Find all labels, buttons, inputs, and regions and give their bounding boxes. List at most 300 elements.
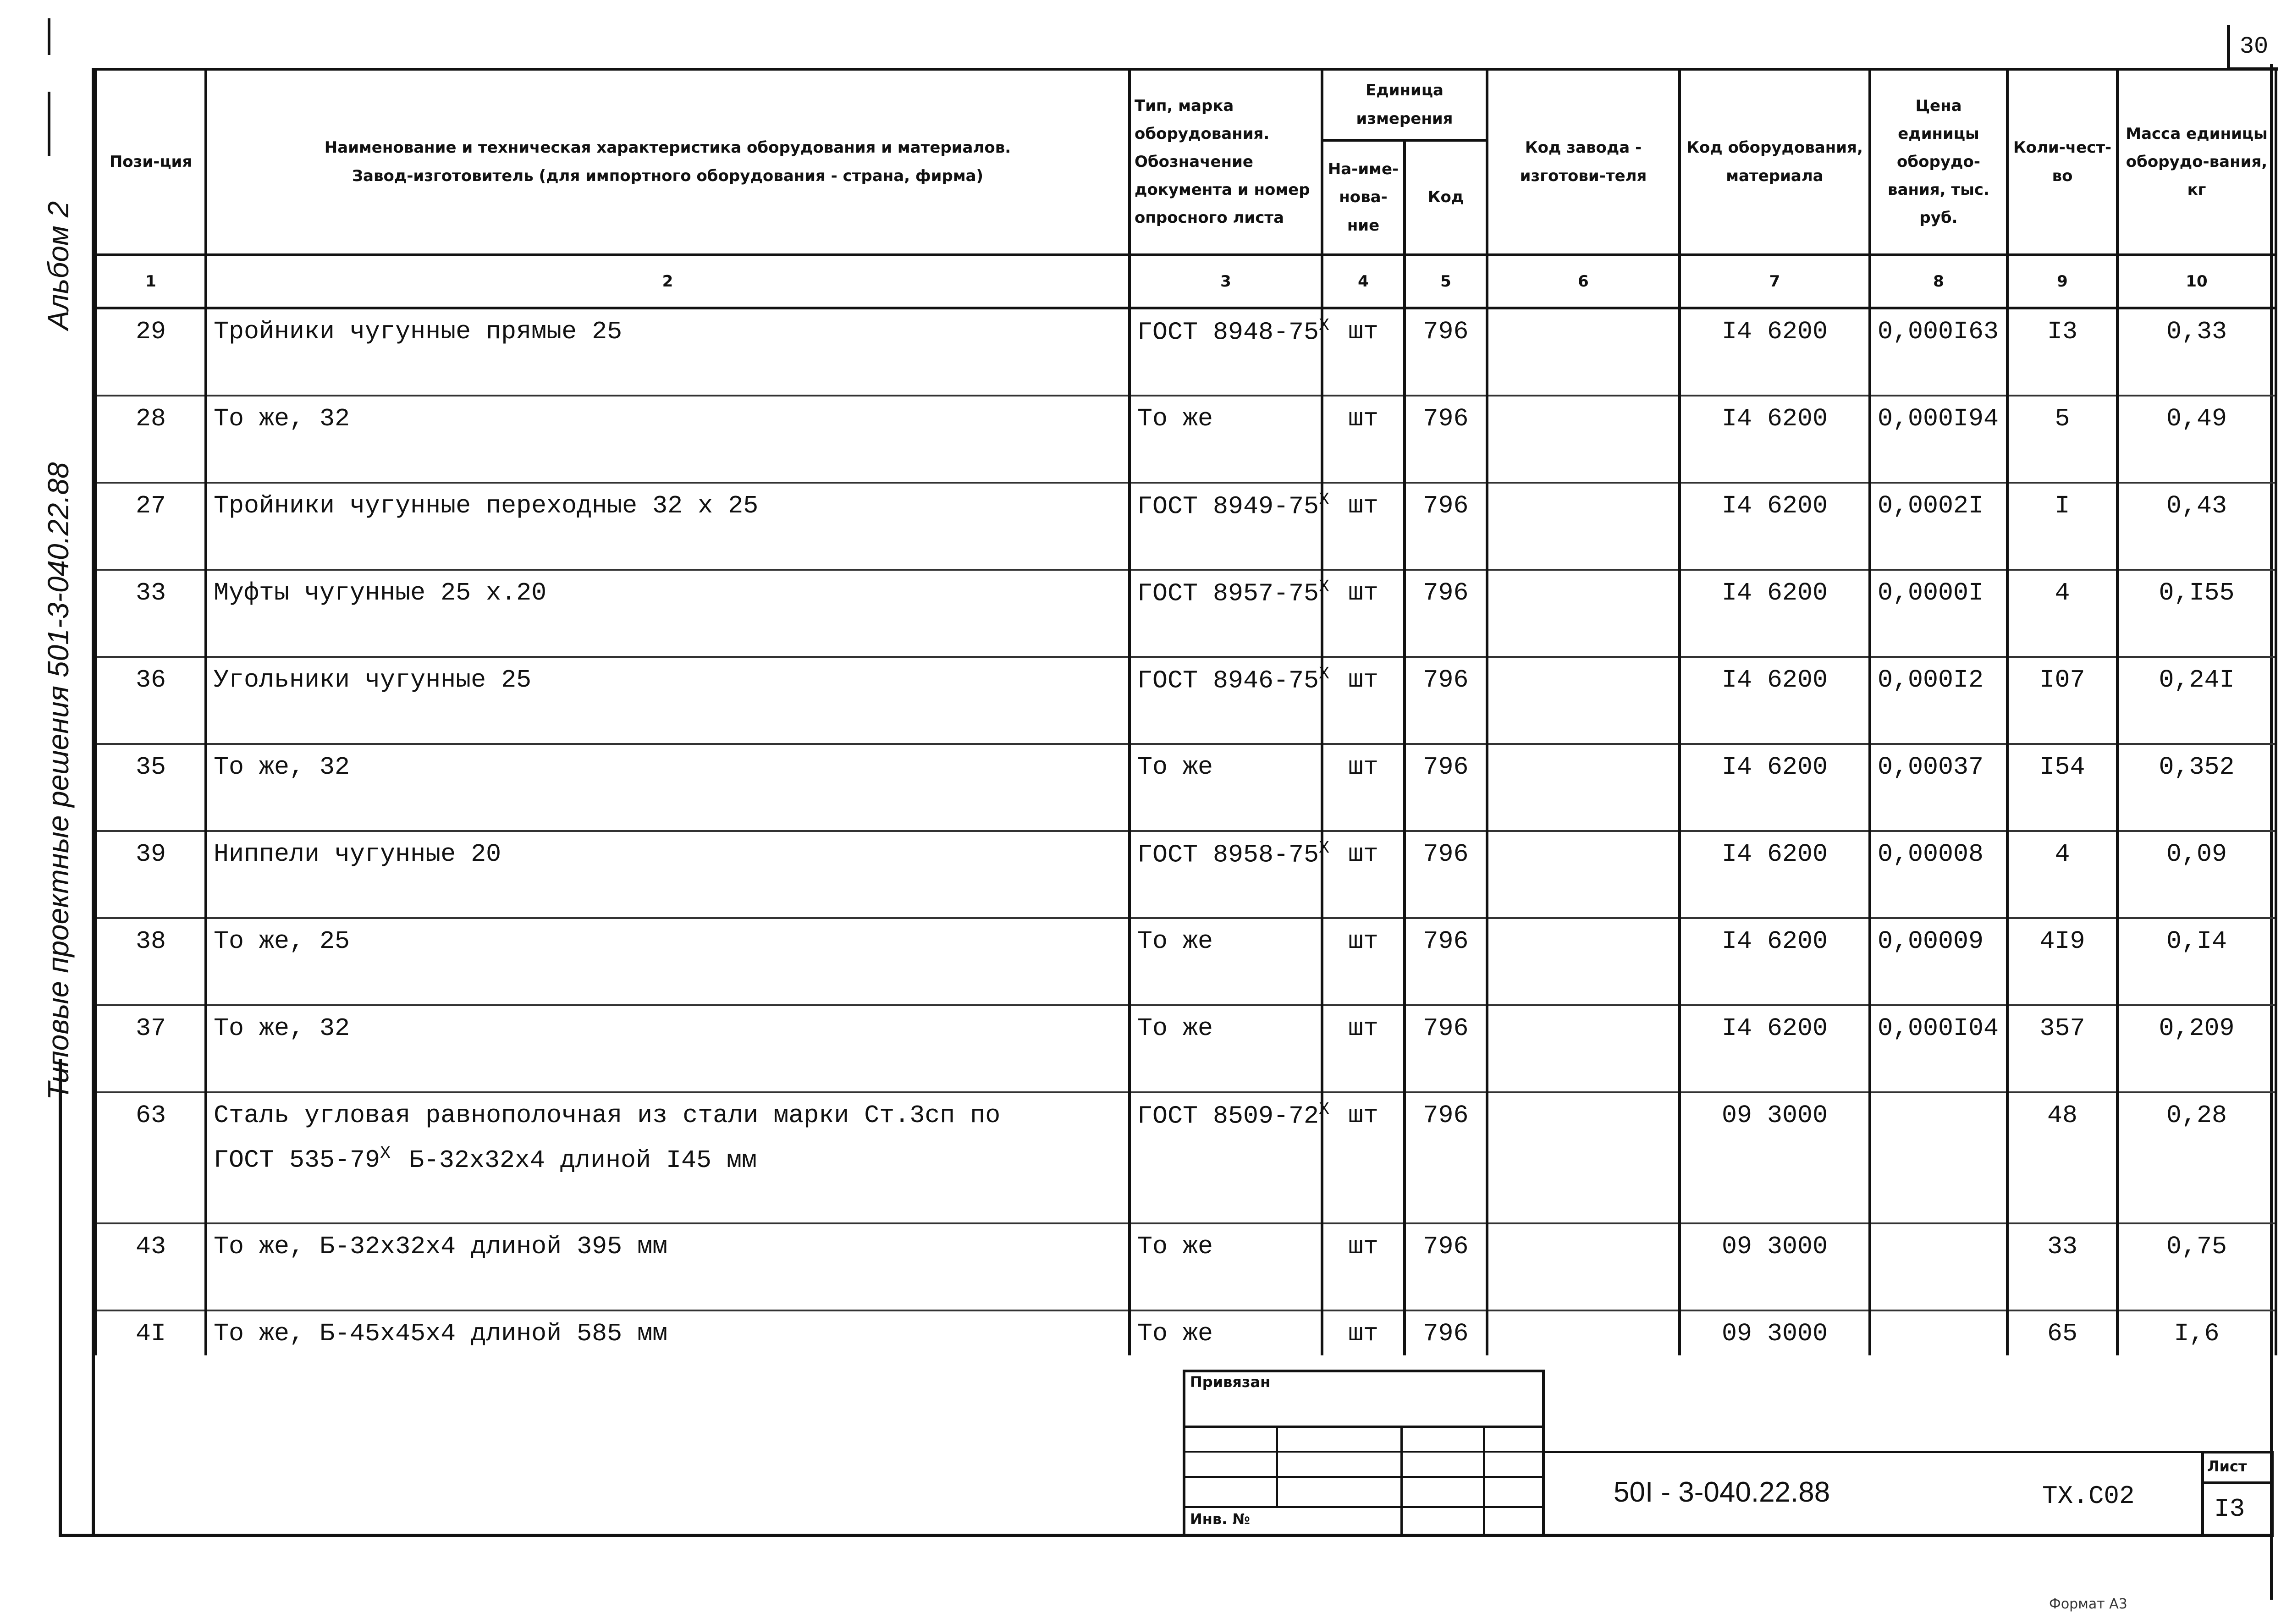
col-number: 8 xyxy=(1870,255,2007,308)
footer-format: Формат А3 xyxy=(2049,1596,2127,1612)
table-row xyxy=(96,657,2276,702)
cell-name-text: То же, 32 xyxy=(214,1013,350,1043)
cell-ucode-text: 796 xyxy=(1423,926,1469,956)
cell-pos-text: 43 xyxy=(135,1232,166,1261)
cell-doc-text: То же xyxy=(1137,752,1213,782)
stamp-line-v2 xyxy=(1400,1426,1403,1537)
cell-code xyxy=(1680,1223,1870,1268)
cell-qty xyxy=(2007,1005,2117,1050)
cell-unit xyxy=(1322,1223,1405,1268)
table-spacer-row xyxy=(96,440,2276,483)
cell-pos xyxy=(96,1092,206,1137)
cell-empty xyxy=(96,963,206,1005)
cell-empty xyxy=(1405,702,1487,744)
cell-pos-text: 63 xyxy=(135,1101,166,1130)
cell-empty xyxy=(1129,876,1322,918)
cell-code xyxy=(1680,308,1870,353)
cell-factory xyxy=(1487,1092,1680,1137)
cell-mass xyxy=(2117,396,2276,440)
document-number: 50I - 3-040.22.88 xyxy=(1614,1476,1830,1508)
cell-empty xyxy=(2117,702,2276,744)
cell-factory xyxy=(1487,1137,1680,1181)
header-pos: Пози-ция xyxy=(96,69,206,255)
cell-ucode xyxy=(1405,831,1487,876)
cell-empty xyxy=(1680,440,1870,483)
cell-mass xyxy=(2117,657,2276,702)
cell-empty xyxy=(1129,1181,1322,1223)
cell-empty xyxy=(1129,528,1322,570)
table-row xyxy=(96,1092,2276,1137)
cell-empty xyxy=(1405,1050,1487,1092)
stamp-line-v1 xyxy=(1276,1426,1278,1506)
cell-empty xyxy=(206,702,1129,744)
cell-doc xyxy=(1129,1092,1329,1137)
cell-unit xyxy=(1322,483,1405,528)
cell-empty xyxy=(1680,353,1870,396)
cell-pos xyxy=(96,1223,206,1268)
cell-name-text: Тройники чугунные прямые 25 xyxy=(214,317,623,346)
cell-name xyxy=(206,1310,1129,1355)
cell-doc-text: ГОСТ 8509-72 xyxy=(1137,1101,1319,1131)
cell-doc-text: То же xyxy=(1137,404,1213,433)
cell-qty-text: 357 xyxy=(2039,1013,2085,1043)
cell-ucode-text: 796 xyxy=(1423,665,1469,694)
cell-empty xyxy=(1487,1181,1680,1223)
stamp-line-h2 xyxy=(1183,1451,1545,1453)
cell-qty-text: 4 xyxy=(2055,578,2070,607)
cell-empty xyxy=(2007,615,2117,657)
cell-qty xyxy=(2007,657,2117,702)
cell-doc xyxy=(1129,1137,1322,1181)
cell-price-text: 0,000I2 xyxy=(1878,665,1984,694)
cell-doc-superscript: X xyxy=(1319,577,1329,597)
cell-pos xyxy=(96,831,206,876)
cell-ucode-text: 796 xyxy=(1423,1232,1469,1261)
cell-name-cont-superscript: X xyxy=(380,1144,391,1164)
cell-factory xyxy=(1487,570,1680,615)
cell-doc xyxy=(1129,570,1329,615)
cell-ucode xyxy=(1405,483,1487,528)
cell-name xyxy=(206,1092,1129,1137)
cell-unit-text: шт xyxy=(1348,1232,1378,1261)
cell-qty-text: 33 xyxy=(2047,1232,2077,1261)
cell-name xyxy=(206,1223,1129,1268)
cell-name xyxy=(206,570,1129,615)
cell-empty xyxy=(96,528,206,570)
cell-pos xyxy=(96,570,206,615)
cell-price xyxy=(1870,918,2007,963)
table-row xyxy=(96,308,2276,353)
cell-code-text: I4 6200 xyxy=(1721,317,1828,346)
cell-code xyxy=(1680,1310,1870,1355)
cell-empty xyxy=(96,353,206,396)
header-qty: Коли-чест-во xyxy=(2007,69,2117,255)
cell-unit xyxy=(1322,1137,1405,1181)
table-row xyxy=(96,1005,2276,1050)
cell-doc xyxy=(1129,396,1322,440)
sheet-number-top: 30 xyxy=(2227,25,2278,71)
cell-empty xyxy=(96,702,206,744)
cell-empty xyxy=(1870,1050,2007,1092)
cell-ucode xyxy=(1405,918,1487,963)
cell-code-text: 09 3000 xyxy=(1721,1319,1828,1348)
cell-qty-text: 48 xyxy=(2047,1101,2077,1130)
cell-empty xyxy=(206,1268,1129,1310)
side-margin-title: Типовые проектные решения 501-3-040.22.88 xyxy=(42,462,75,1100)
cell-mass xyxy=(2117,1310,2276,1355)
table-spacer-row xyxy=(96,353,2276,396)
cell-doc-text: ГОСТ 8958-75 xyxy=(1137,840,1319,870)
cell-factory xyxy=(1487,657,1680,702)
sheet-box-divider xyxy=(2201,1481,2274,1484)
cell-mass xyxy=(2117,831,2276,876)
cell-empty xyxy=(96,1181,206,1223)
cell-empty xyxy=(1487,702,1680,744)
col-number: 3 xyxy=(1129,255,1322,308)
cell-pos-text: 4I xyxy=(135,1319,166,1348)
cell-ucode xyxy=(1405,570,1487,615)
cell-unit-text: шт xyxy=(1348,752,1378,782)
cell-empty xyxy=(206,615,1129,657)
cell-factory xyxy=(1487,1310,1680,1355)
cell-code-text: 09 3000 xyxy=(1721,1101,1828,1130)
cell-name-text: Ниппели чугунные 20 xyxy=(214,839,501,869)
cell-ucode xyxy=(1405,1092,1487,1137)
cell-pos xyxy=(96,1310,206,1355)
cell-doc-text: То же xyxy=(1137,1232,1213,1261)
cell-code-text: I4 6200 xyxy=(1721,491,1828,520)
cell-price xyxy=(1870,1223,2007,1268)
cell-empty xyxy=(1322,1181,1405,1223)
cell-empty xyxy=(2007,528,2117,570)
cell-unit xyxy=(1322,308,1405,353)
cell-name xyxy=(206,1005,1129,1050)
cell-doc xyxy=(1129,1310,1322,1355)
stamp-bound-label: Привязан xyxy=(1190,1373,1271,1391)
cell-code-text: I4 6200 xyxy=(1721,404,1828,433)
cell-name xyxy=(206,744,1129,789)
cell-empty xyxy=(1487,1268,1680,1310)
cell-factory xyxy=(1487,1223,1680,1268)
cell-code-text: I4 6200 xyxy=(1721,665,1828,694)
cell-factory xyxy=(1487,918,1680,963)
cell-price-text: 0,0002I xyxy=(1878,491,1984,520)
cell-ucode-text: 796 xyxy=(1423,491,1469,520)
cell-doc xyxy=(1129,308,1329,353)
cell-mass-text: 0,43 xyxy=(2166,491,2227,520)
header-unit-name: На-име-нова-ние xyxy=(1322,140,1405,255)
cell-qty-text: 65 xyxy=(2047,1319,2077,1348)
cell-unit xyxy=(1322,918,1405,963)
cell-code-text: I4 6200 xyxy=(1721,752,1828,782)
cell-unit-text: шт xyxy=(1348,839,1378,869)
table-spacer-row xyxy=(96,702,2276,744)
cell-price-text: 0,0000I xyxy=(1878,578,1984,607)
sheet-label: Лист xyxy=(2207,1458,2247,1475)
cell-name xyxy=(206,396,1129,440)
table-row xyxy=(96,570,2276,615)
stamp-inv-label: Инв. № xyxy=(1190,1510,1250,1528)
cell-pos xyxy=(96,918,206,963)
stamp-line-h4 xyxy=(1183,1506,1545,1508)
cell-price xyxy=(1870,570,2007,615)
cell-price-text: 0,000I94 xyxy=(1878,404,1999,433)
cell-qty-text: 4I9 xyxy=(2039,926,2085,956)
cell-empty xyxy=(2007,440,2117,483)
table-spacer-row xyxy=(96,615,2276,657)
cell-ucode xyxy=(1405,396,1487,440)
cell-doc xyxy=(1129,1005,1322,1050)
cell-name xyxy=(206,657,1129,702)
cell-empty xyxy=(1487,1050,1680,1092)
cell-empty xyxy=(96,1050,206,1092)
header-mass: Масса единицы оборудо-вания, кг xyxy=(2117,69,2276,255)
cell-name-text: Сталь угловая равнополочная из стали марки Ст.3сп по xyxy=(214,1101,1001,1130)
col-number: 2 xyxy=(206,255,1129,308)
cell-mass xyxy=(2117,570,2276,615)
cell-code-text: I4 6200 xyxy=(1721,926,1828,956)
cell-price xyxy=(1870,308,2007,353)
cell-empty xyxy=(1322,528,1405,570)
cell-empty xyxy=(1870,702,2007,744)
cell-empty xyxy=(1405,528,1487,570)
cell-mass xyxy=(2117,1005,2276,1050)
cell-empty xyxy=(1129,963,1322,1005)
table-spacer-row xyxy=(96,963,2276,1005)
cell-qty xyxy=(2007,308,2117,353)
cell-ucode xyxy=(1405,1223,1487,1268)
cell-unit xyxy=(1322,831,1405,876)
table-row-continuation xyxy=(96,1137,2276,1181)
cell-mass-text: 0,209 xyxy=(2159,1013,2235,1043)
cell-empty xyxy=(1680,963,1870,1005)
cell-unit-text: шт xyxy=(1348,491,1378,520)
cell-empty xyxy=(1405,876,1487,918)
cell-name xyxy=(206,483,1129,528)
cell-name xyxy=(206,831,1129,876)
cell-code xyxy=(1680,483,1870,528)
cell-empty xyxy=(1870,1181,2007,1223)
cell-code xyxy=(1680,744,1870,789)
cell-empty xyxy=(1870,1268,2007,1310)
cell-unit-text: шт xyxy=(1348,1101,1378,1130)
cell-pos xyxy=(96,483,206,528)
col-number: 1 xyxy=(96,255,206,308)
col-number: 5 xyxy=(1405,255,1487,308)
table-row xyxy=(96,1223,2276,1268)
cell-mass-text: 0,75 xyxy=(2166,1232,2227,1261)
cell-pos xyxy=(96,657,206,702)
col-number: 6 xyxy=(1487,255,1680,308)
cell-doc-text: ГОСТ 8949-75 xyxy=(1137,492,1319,521)
cell-name-text: То же, 25 xyxy=(214,926,350,956)
cell-code-text: I4 6200 xyxy=(1721,1013,1828,1043)
cell-price xyxy=(1870,396,2007,440)
cell-ucode-text: 796 xyxy=(1423,752,1469,782)
cell-qty-text: I07 xyxy=(2039,665,2085,694)
cell-ucode xyxy=(1405,1137,1487,1181)
cell-pos-text: 29 xyxy=(135,317,166,346)
cell-price-text: 0,00008 xyxy=(1878,839,1984,869)
col-number: 7 xyxy=(1680,255,1870,308)
cell-doc-text: ГОСТ 8948-75 xyxy=(1137,318,1319,347)
cell-unit xyxy=(1322,1005,1405,1050)
cell-doc-superscript: X xyxy=(1319,664,1329,684)
cell-doc xyxy=(1129,483,1329,528)
cell-mass-text: 0,49 xyxy=(2166,404,2227,433)
stamp-line-h3 xyxy=(1183,1476,1545,1478)
cell-mass-text: 0,I4 xyxy=(2166,926,2227,956)
cell-empty xyxy=(2007,876,2117,918)
cell-mass xyxy=(2117,1223,2276,1268)
cell-empty xyxy=(1680,876,1870,918)
cell-factory xyxy=(1487,1005,1680,1050)
cell-mass xyxy=(2117,744,2276,789)
cell-factory xyxy=(1487,831,1680,876)
cell-empty xyxy=(1129,615,1322,657)
cell-empty xyxy=(2117,1268,2276,1310)
cell-qty-text: 5 xyxy=(2055,404,2070,433)
cell-price xyxy=(1870,1137,2007,1181)
cell-empty xyxy=(2117,963,2276,1005)
cell-pos xyxy=(96,396,206,440)
cell-qty xyxy=(2007,483,2117,528)
cell-qty-text: I3 xyxy=(2047,317,2077,346)
cell-empty xyxy=(1487,789,1680,831)
cell-ucode-text: 796 xyxy=(1423,1101,1469,1130)
cell-empty xyxy=(1129,440,1322,483)
header-row-1 xyxy=(96,69,2276,140)
cell-mass-text: 0,33 xyxy=(2166,317,2227,346)
cell-empty xyxy=(1870,963,2007,1005)
left-edge-line-mid xyxy=(48,92,50,156)
cell-empty xyxy=(206,963,1129,1005)
cell-code-text: I4 6200 xyxy=(1721,839,1828,869)
cell-qty-text: I xyxy=(2055,491,2070,520)
document-code: ТХ.С02 xyxy=(2042,1481,2135,1511)
cell-empty xyxy=(1680,789,1870,831)
cell-empty xyxy=(1322,963,1405,1005)
cell-factory xyxy=(1487,396,1680,440)
cell-price xyxy=(1870,1005,2007,1050)
cell-mass xyxy=(2117,918,2276,963)
cell-doc xyxy=(1129,744,1322,789)
cell-price xyxy=(1870,831,2007,876)
title-block-top-line xyxy=(1545,1451,2274,1453)
cell-empty xyxy=(1322,876,1405,918)
cell-empty xyxy=(2007,1050,2117,1092)
cell-name xyxy=(206,918,1129,963)
cell-empty xyxy=(1322,702,1405,744)
table-spacer-row xyxy=(96,876,2276,918)
cell-ucode xyxy=(1405,744,1487,789)
cell-pos-text: 38 xyxy=(135,926,166,956)
cell-name-text: То же, Б-45х45х4 длиной 585 мм xyxy=(214,1319,668,1348)
cell-unit-text: шт xyxy=(1348,404,1378,433)
cell-unit-text: шт xyxy=(1348,578,1378,607)
cell-unit xyxy=(1322,657,1405,702)
cell-empty xyxy=(1870,876,2007,918)
cell-unit xyxy=(1322,570,1405,615)
cell-name-cont-text: ГОСТ 535-79 xyxy=(214,1145,380,1175)
table-row xyxy=(96,1310,2276,1355)
header-name-line2: Завод-изготовитель (для импортного оборудования - страна, фирма) xyxy=(352,166,984,185)
table-row xyxy=(96,744,2276,789)
cell-pos xyxy=(96,1005,206,1050)
specification-table xyxy=(94,68,2277,1355)
header-name-line1: Наименование и техническая характеристика оборудования и материалов. xyxy=(324,138,1011,157)
cell-qty xyxy=(2007,1137,2117,1181)
cell-pos-text: 27 xyxy=(135,491,166,520)
cell-doc-text: ГОСТ 8957-75 xyxy=(1137,579,1319,608)
cell-factory xyxy=(1487,308,1680,353)
stamp-line-v3 xyxy=(1483,1426,1485,1537)
cell-code xyxy=(1680,1005,1870,1050)
cell-empty xyxy=(2117,789,2276,831)
cell-empty xyxy=(1680,615,1870,657)
cell-price-text: 0,00037 xyxy=(1878,752,1984,782)
cell-empty xyxy=(206,876,1129,918)
cell-empty xyxy=(2117,528,2276,570)
cell-mass-text: I,6 xyxy=(2174,1319,2220,1348)
cell-unit-text: шт xyxy=(1348,1319,1378,1348)
cell-pos xyxy=(96,308,206,353)
cell-empty xyxy=(2007,789,2117,831)
cell-mass-text: 0,09 xyxy=(2166,839,2227,869)
cell-pos-text: 39 xyxy=(135,839,166,869)
cell-unit xyxy=(1322,1092,1405,1137)
cell-empty xyxy=(206,440,1129,483)
table-spacer-row xyxy=(96,1181,2276,1223)
cell-empty xyxy=(2007,963,2117,1005)
cell-qty xyxy=(2007,744,2117,789)
cell-price-text: 0,000I04 xyxy=(1878,1013,1999,1043)
cell-qty xyxy=(2007,570,2117,615)
cell-empty xyxy=(1870,440,2007,483)
cell-code-text: 09 3000 xyxy=(1721,1232,1828,1261)
cell-name-text: Угольники чугунные 25 xyxy=(214,665,532,694)
sheet-value: I3 xyxy=(2214,1494,2245,1524)
table-spacer-row xyxy=(96,789,2276,831)
cell-code xyxy=(1680,1137,1870,1181)
cell-doc-superscript: X xyxy=(1319,838,1329,859)
bottom-border-line xyxy=(59,1534,2274,1537)
cell-empty xyxy=(1322,615,1405,657)
cell-factory xyxy=(1487,483,1680,528)
cell-empty xyxy=(2007,702,2117,744)
cell-empty xyxy=(1487,528,1680,570)
cell-name-text: То же, Б-32х32х4 длиной 395 мм xyxy=(214,1232,668,1261)
cell-empty xyxy=(206,1050,1129,1092)
cell-qty xyxy=(2007,1310,2117,1355)
cell-unit xyxy=(1322,396,1405,440)
cell-doc-text: То же xyxy=(1137,926,1213,956)
cell-ucode xyxy=(1405,1005,1487,1050)
stamp-line-h1 xyxy=(1183,1426,1545,1428)
cell-empty xyxy=(2117,876,2276,918)
cell-factory xyxy=(1487,744,1680,789)
cell-empty xyxy=(1405,353,1487,396)
cell-empty xyxy=(1680,1181,1870,1223)
cell-unit-text: шт xyxy=(1348,926,1378,956)
table-spacer-row xyxy=(96,1050,2276,1092)
cell-empty xyxy=(2117,440,2276,483)
header-factory: Код завода - изготови-теля xyxy=(1487,69,1680,255)
cell-pos-text: 35 xyxy=(135,752,166,782)
cell-empty xyxy=(1487,615,1680,657)
cell-doc-superscript: X xyxy=(1319,316,1329,336)
cell-empty xyxy=(1870,353,2007,396)
